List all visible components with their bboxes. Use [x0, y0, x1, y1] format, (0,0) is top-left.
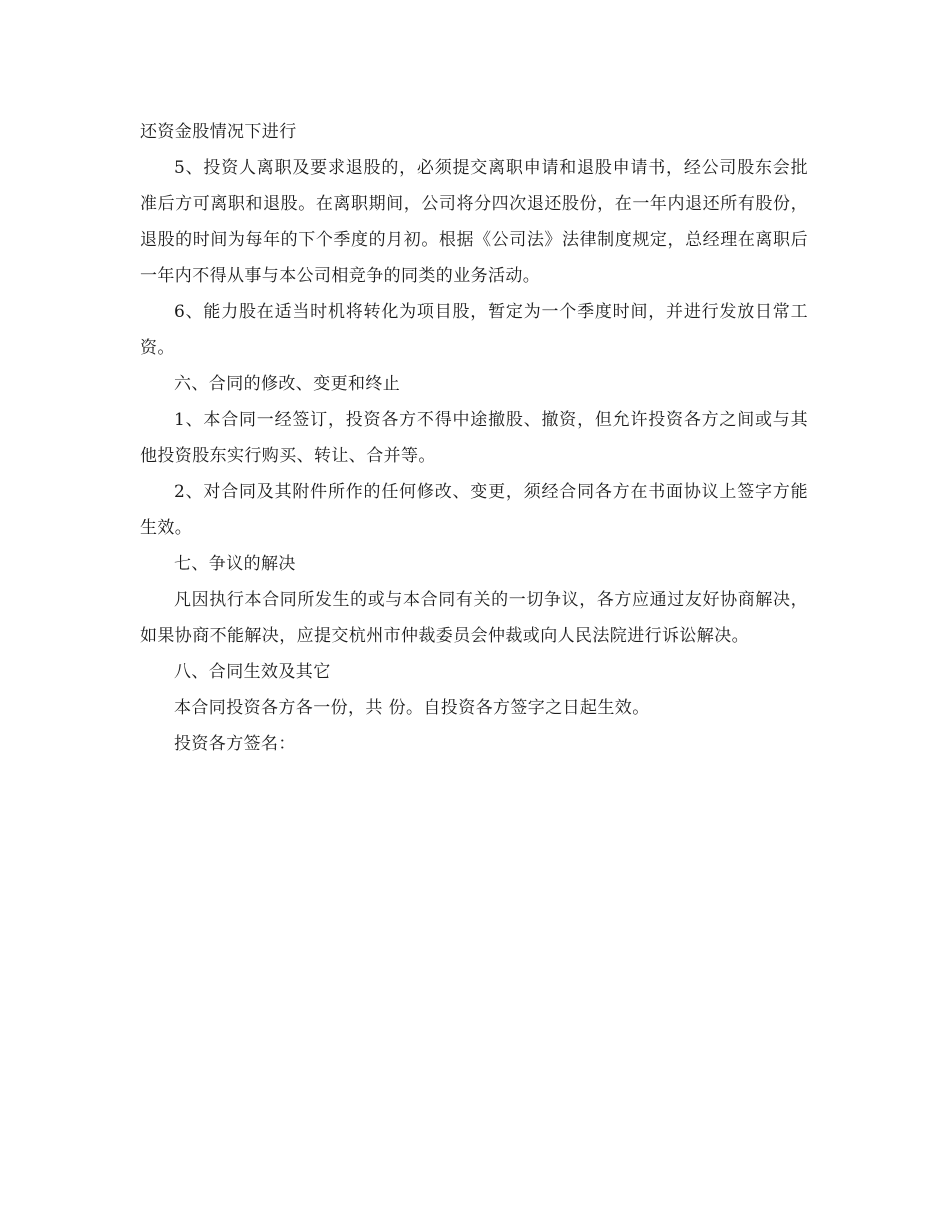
paragraph-modification-clause-2: 2、对合同及其附件所作的任何修改、变更，须经合同各方在书面协议上签字方能生效。	[140, 482, 808, 538]
document-body	[140, 114, 808, 762]
paragraph-clause-5: 5、投资人离职及要求退股的，必须提交离职申请和退股申请书，经公司股东会批准后方可离职和退股。在离职期间，公司将分四次退还股份，在一年内退还所有股份，退股的时间为每年的下个季度的月初。根据《公司法》法律制度规定，总经理在离职后一年内不得从事与本公司相竞争的同类的业务活动。	[140, 158, 808, 286]
paragraph-effectiveness-body: 本合同投资各方各一份，共 份。自投资各方签字之日起生效。	[174, 698, 650, 718]
paragraph-clause-6: 6、能力股在适当时机将转化为项目股，暂定为一个季度时间，并进行发放日常工资。	[140, 302, 808, 358]
section-heading-effectiveness: 八、合同生效及其它	[174, 662, 331, 682]
section-heading-modification: 六、合同的修改、变更和终止	[174, 374, 401, 394]
signature-label: 投资各方签名：	[174, 734, 296, 754]
paragraph-modification-clause-1: 1、本合同一经签订，投资各方不得中途撤股、撤资，但允许投资各方之间或与其他投资股东实行购买、转让、合并等。	[140, 410, 808, 466]
paragraph-continuation: 还资金股情况下进行	[140, 122, 297, 142]
paragraph-dispute-body: 凡因执行本合同所发生的或与本合同有关的一切争议，各方应通过友好协商解决，如果协商不能解决，应提交杭州市仲裁委员会仲裁或向人民法院进行诉讼解决。	[140, 590, 808, 646]
section-heading-dispute: 七、争议的解决	[174, 554, 296, 574]
